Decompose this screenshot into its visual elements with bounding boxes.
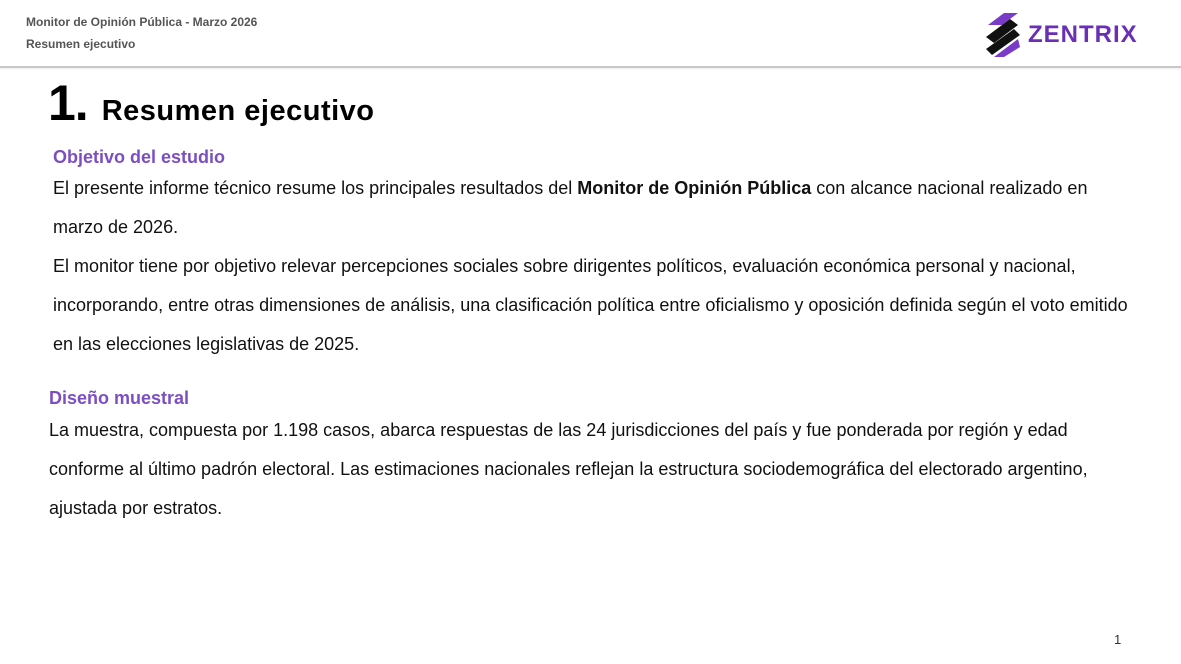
page-header [0, 0, 1181, 68]
report-title: Monitor de Opinión Pública - Marzo 2026 [26, 15, 258, 29]
objetivo-p1-text: El presente informe técnico resume los principales resultados del [53, 178, 578, 198]
diseno-heading: Diseño muestral [49, 388, 190, 408]
objetivo-p1-text-end: con alcance nacional realizado en marzo de 2026. [53, 178, 1088, 237]
objetivo-heading: Objetivo del estudio [53, 147, 226, 167]
brand-logo [984, 10, 1138, 60]
page-number: 1 [1114, 632, 1122, 647]
section-number: 1. [48, 75, 88, 131]
objetivo-p1-bold: Monitor de Opinión Pública [577, 178, 812, 198]
section-title: Resumen ejecutivo [101, 95, 375, 127]
logo-text: ZENTRIX [1028, 21, 1138, 48]
objetivo-paragraph-1 [53, 169, 1138, 247]
section-heading [48, 75, 375, 131]
diseno-paragraph-1: La muestra, compuesta por 1.198 casos, abarca respuestas de las 24 jurisdicciones del país y fue ponderada por región y edad conforme al último padrón electoral. Las estimaciones nacionales reflejan la estructura sociodemográfica del electorado argentino, ajustada por estratos. [49, 420, 1088, 518]
zentrix-logo-icon [984, 11, 1022, 59]
objetivo-paragraph-2: El monitor tiene por objetivo relevar percepciones sociales sobre dirigentes políticos, evaluación económica personal y nacional, incorporando, entre otras dimensiones de análisis, una clasificación política entre oficialismo y oposición definida según el voto emitido en las elecciones legislativas de 2025. [53, 256, 1128, 354]
report-subtitle: Resumen ejecutivo [26, 37, 136, 51]
